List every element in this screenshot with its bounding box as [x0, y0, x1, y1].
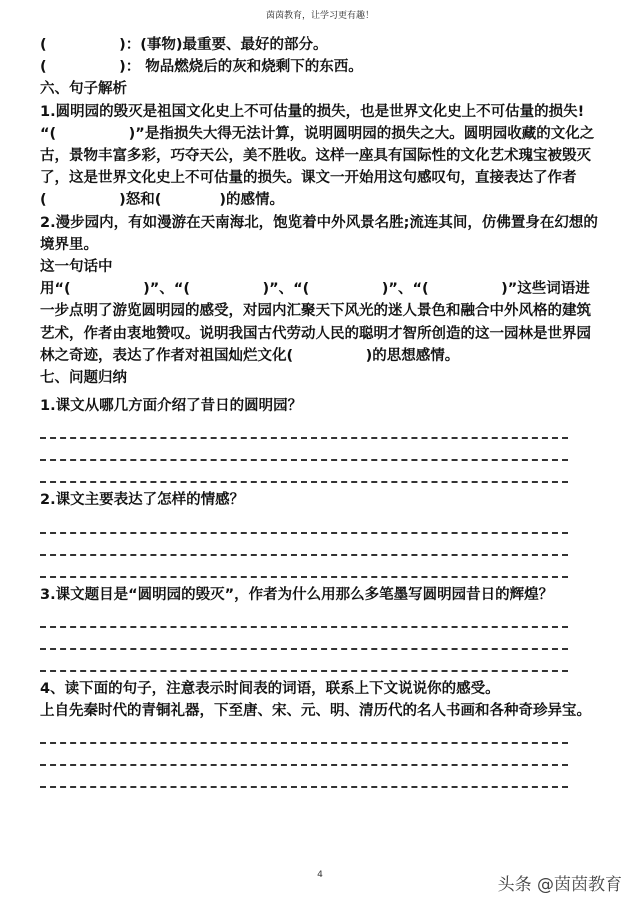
- answer-lines-4[interactable]: [40, 724, 600, 788]
- answer-line[interactable]: [40, 724, 568, 744]
- sentence-1-analysis: “( )”是指损失大得无法计算，说明圆明园的损失之大。圆明园收藏的文化之古，景物丰富多彩，巧夺天公，美不胜收。这样一座具有国际性的文化艺术瑰宝被毁灭了，这是世界文化史上不可估量的损失。课文一开始用这句感叹句，直接表达了作者( )怒和( )的感情。: [40, 125, 595, 209]
- question-3: 3.课文题目是“圆明园的毁灭”，作者为什么用那么多笔墨写圆明园昔日的辉煌？: [40, 586, 554, 603]
- answer-line[interactable]: [40, 652, 568, 672]
- worksheet-body: [40, 34, 600, 794]
- watermark: 头条 @茵茵教育: [497, 875, 622, 895]
- question-4: 4、读下面的句子，注意表示时间表的词语，联系上下文说说你的感受。: [40, 680, 500, 697]
- answer-line[interactable]: [40, 514, 568, 534]
- answer-lines-1[interactable]: [40, 419, 600, 483]
- answer-line[interactable]: [40, 768, 568, 788]
- answer-line[interactable]: [40, 558, 568, 578]
- answer-line[interactable]: [40, 463, 568, 483]
- question-2: 2.课文主要表达了怎样的情感？: [40, 492, 245, 509]
- answer-lines-3[interactable]: [40, 608, 600, 672]
- sentence-2: 2.漫步园内，有如漫游在天南海北，饱览着中外风景名胜;流连其间，仿佛置身在幻想的境界里。: [40, 214, 598, 253]
- section-seven-heading: 七、问题归纳: [40, 370, 127, 387]
- answer-lines-2[interactable]: [40, 514, 600, 578]
- section-six-heading: 六、句子解析: [40, 81, 127, 98]
- sentence-1: 1.圆明园的毁灭是祖国文化史上不可估量的损失，也是世界文化史上不可估量的损失!: [40, 103, 585, 120]
- answer-line[interactable]: [40, 441, 568, 461]
- answer-line[interactable]: [40, 630, 568, 650]
- page-header: 茵茵教育，让学习更有趣！: [265, 11, 374, 21]
- question-4-quote: 上自先秦时代的青铜礼器，下至唐、宋、元、明、清历代的名人书画和各种奇珍异宝。: [40, 703, 591, 720]
- vocab-line-1: ( )：(事物)最重要、最好的部分。: [40, 37, 328, 53]
- sentence-2-analysis: 这一句话中用“( )”、“( )”、“( )”、“( )”这些词语进一步点明了游览圆明园的感受，对园内汇聚天下风光的迷人景色和融合中外风格的建筑艺术，作者由衷地赞叹。说明我国古代劳动人民的聪明才智所创造的这一园林是世界园林之奇迹，表达了作者对祖国灿烂文化( )的思想感情。: [40, 259, 591, 364]
- answer-line[interactable]: [40, 536, 568, 556]
- vocab-line-2: ( )： 物品燃烧后的灰和烧剩下的东西。: [40, 59, 363, 76]
- question-1: 1.课文从哪几方面介绍了昔日的圆明园？: [40, 398, 303, 415]
- answer-line[interactable]: [40, 419, 568, 439]
- answer-line[interactable]: [40, 608, 568, 628]
- answer-line[interactable]: [40, 746, 568, 766]
- page-number: 4: [317, 870, 323, 880]
